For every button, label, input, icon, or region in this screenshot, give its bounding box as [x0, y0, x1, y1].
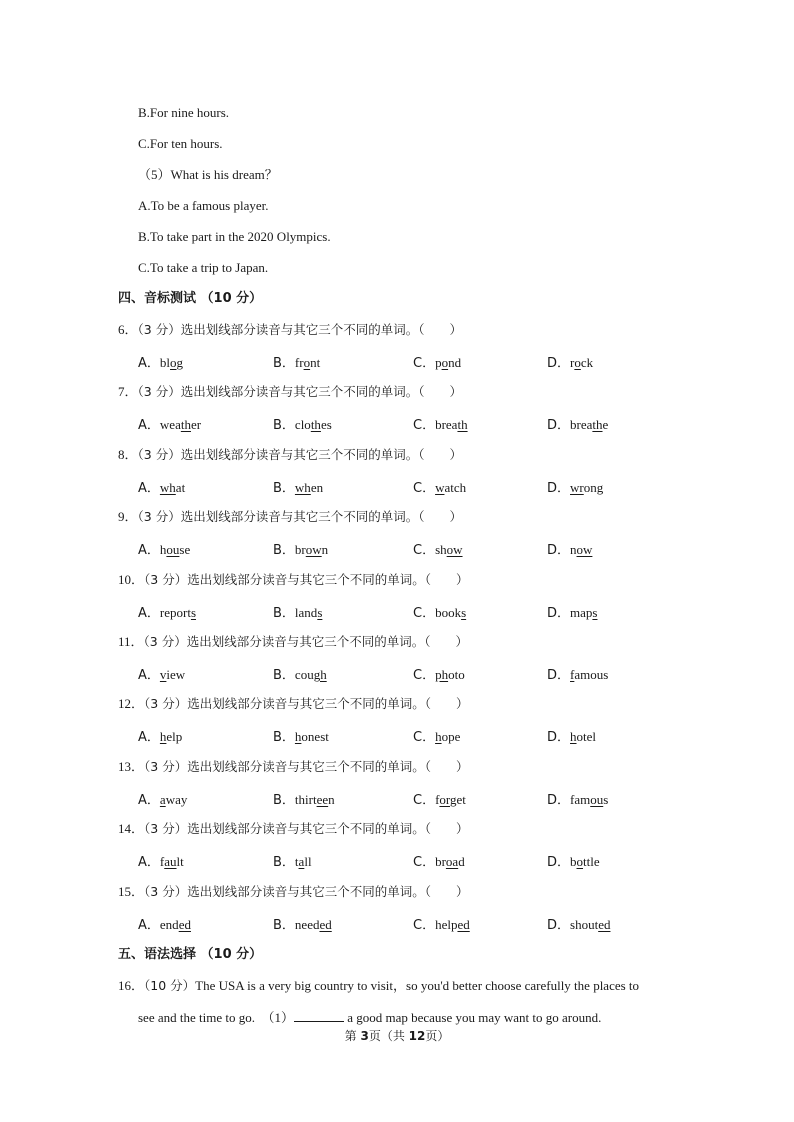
option-letter: C．	[413, 418, 436, 433]
question-number: 15．	[118, 884, 145, 899]
answer-option[interactable]	[138, 728, 182, 747]
word-part: n	[321, 542, 329, 557]
option-letter: A．	[138, 356, 160, 371]
option-letter: A．	[138, 730, 160, 745]
option-letter: D．	[547, 793, 571, 808]
answer-option[interactable]	[273, 666, 327, 685]
option-letter: A．	[138, 481, 160, 496]
option-letter: B．	[273, 418, 295, 433]
underlined-letters: h	[159, 729, 167, 744]
question-line	[118, 571, 468, 589]
option-letter: A．	[138, 855, 160, 870]
question-prompt: 选出划线部分读音与其它三个不同的单词。（ ）	[180, 447, 462, 462]
word-part: shout	[570, 917, 599, 932]
option-letter: D．	[547, 855, 571, 870]
underlined-letters: s	[317, 605, 323, 620]
question-prompt: 选出划线部分读音与其它三个不同的单词。（ ）	[180, 322, 462, 337]
underlined-letters: or	[439, 792, 451, 807]
word-part: f	[159, 854, 165, 869]
option-letter: C．	[413, 668, 436, 683]
underlined-letters: v	[159, 667, 167, 682]
answer-option[interactable]	[413, 853, 465, 872]
answer-option[interactable]	[138, 666, 185, 685]
word-part: book	[435, 605, 462, 620]
option-letter: C．	[413, 918, 436, 933]
question-number: 8．	[118, 447, 138, 462]
footer-middle: 页（共	[368, 1029, 409, 1043]
option-letter: C．	[413, 481, 436, 496]
underlined-letters: gh	[313, 667, 327, 682]
underlined-letters: ow	[446, 542, 463, 557]
question-line	[118, 383, 462, 401]
underlined-letters: wr	[570, 480, 584, 495]
option-letter: C．	[413, 543, 436, 558]
option-letter: B．	[273, 793, 295, 808]
word-part: nt	[310, 355, 321, 370]
underlined-letters: s	[461, 605, 467, 620]
page-footer	[0, 1027, 794, 1044]
answer-option[interactable]	[138, 479, 185, 498]
answer-option[interactable]	[138, 604, 196, 623]
question-16-text-2a: see and the time to go. （1）	[138, 1010, 294, 1025]
question-score: （3 分）	[144, 821, 188, 836]
question-prompt: 选出划线部分读音与其它三个不同的单词。（ ）	[187, 572, 469, 587]
option-letter: D．	[547, 481, 571, 496]
option-letter: D．	[547, 356, 571, 371]
word-part: ttle	[583, 854, 600, 869]
answer-option[interactable]	[413, 416, 468, 435]
page-total: 12	[408, 1029, 426, 1043]
underlined-letters: o	[303, 355, 311, 370]
question-score: （3 分）	[137, 384, 181, 399]
underlined-letters: ed	[319, 917, 332, 932]
option-letter: C．	[413, 730, 436, 745]
answer-option[interactable]	[547, 604, 597, 623]
word-part: onest	[301, 729, 329, 744]
underlined-letters: ou	[166, 542, 180, 557]
answer-option[interactable]	[413, 479, 466, 498]
options-row	[0, 604, 794, 622]
word-part: get	[450, 792, 466, 807]
word-part: thirt	[294, 792, 317, 807]
question-prompt: 选出划线部分读音与其它三个不同的单词。（ ）	[180, 384, 462, 399]
question-5-stem: （5）What is his dream？	[138, 167, 278, 182]
answer-option[interactable]	[547, 916, 610, 935]
option-letter: C．	[413, 793, 436, 808]
underlined-letters: s	[592, 605, 598, 620]
question-score: （3 分）	[143, 634, 187, 649]
answer-option[interactable]	[547, 416, 608, 435]
question-score: （3 分）	[137, 447, 181, 462]
option-letter: A．	[138, 793, 160, 808]
answer-option[interactable]	[273, 479, 323, 498]
word-part: br	[294, 542, 306, 557]
options-row	[0, 853, 794, 871]
answer-option[interactable]	[273, 728, 329, 747]
word-part: land	[294, 605, 318, 620]
answer-option[interactable]	[413, 666, 465, 685]
options-row	[0, 728, 794, 746]
options-row	[0, 916, 794, 934]
underlined-letters: th	[310, 417, 321, 432]
option-letter: B．	[273, 730, 295, 745]
underlined-letters: ow	[305, 542, 322, 557]
options-row	[0, 666, 794, 684]
question-number: 7．	[118, 384, 138, 399]
option-letter: B．	[273, 855, 295, 870]
options-row	[0, 541, 794, 559]
underlined-letters: th	[180, 417, 191, 432]
option-letter: B．	[273, 918, 295, 933]
answer-option[interactable]	[273, 916, 332, 935]
word-part: report	[159, 605, 191, 620]
underlined-letters: h	[435, 729, 442, 744]
option-letter: B．	[273, 668, 295, 683]
option-letter: D．	[547, 543, 571, 558]
options-row	[0, 416, 794, 434]
question-line	[118, 321, 462, 339]
options-row	[0, 791, 794, 809]
word-part: n	[328, 792, 335, 807]
word-part: r	[570, 355, 575, 370]
answer-option[interactable]	[547, 853, 600, 872]
section-4-heading: 四、音标测试 （10 分）	[118, 291, 263, 306]
answer-option[interactable]	[273, 354, 320, 373]
word-part: er	[190, 417, 202, 432]
blank-1[interactable]	[294, 1009, 344, 1022]
question-score: （3 分）	[137, 509, 181, 524]
underlined-letters: h	[294, 729, 302, 744]
word-part: cou	[294, 667, 314, 682]
option-letter: D．	[547, 730, 571, 745]
option-letter: B．	[273, 481, 295, 496]
question-number: 9．	[118, 509, 138, 524]
underlined-letters: th	[457, 417, 468, 432]
word-part: brea	[570, 417, 593, 432]
option-letter: A．	[138, 606, 160, 621]
word-part: p	[435, 355, 442, 370]
question-line	[118, 446, 462, 464]
underlined-letters: w	[435, 480, 445, 495]
answer-option[interactable]	[273, 853, 312, 872]
question-score: （3 分）	[144, 884, 188, 899]
question-16-score: （10 分）	[144, 978, 196, 993]
answer-option[interactable]	[273, 791, 335, 810]
question-prompt: 选出划线部分读音与其它三个不同的单词。（ ）	[187, 759, 469, 774]
answer-option[interactable]	[273, 416, 332, 435]
question-score: （3 分）	[144, 696, 188, 711]
word-part: s	[603, 792, 609, 807]
question-prompt: 选出划线部分读音与其它三个不同的单词。（ ）	[187, 884, 469, 899]
underlined-letters: a	[159, 792, 166, 807]
word-part: d	[458, 854, 465, 869]
option-letter: D．	[547, 418, 571, 433]
word-part: se	[179, 542, 191, 557]
underlined-letters: o	[576, 854, 584, 869]
question-score: （3 分）	[137, 322, 181, 337]
option-letter: C．	[413, 356, 436, 371]
word-part: e	[602, 417, 609, 432]
answer-option[interactable]	[413, 354, 461, 373]
option-letter: C．	[413, 606, 436, 621]
answer-option[interactable]	[138, 416, 201, 435]
option-letter: A．	[138, 918, 160, 933]
word-part: need	[294, 917, 320, 932]
word-part: nd	[448, 355, 462, 370]
question-prompt: 选出划线部分读音与其它三个不同的单词。（ ）	[187, 696, 469, 711]
question-prompt: 选出划线部分读音与其它三个不同的单词。（ ）	[187, 821, 469, 836]
question-number: 6．	[118, 322, 138, 337]
word-part: t	[294, 854, 299, 869]
question-16-text-2b: a good map because you may want to go around.	[343, 1010, 602, 1025]
question-number: 14．	[118, 821, 145, 836]
word-part: amous	[574, 667, 609, 682]
option-letter: A．	[138, 543, 160, 558]
underlined-letters: f	[570, 667, 575, 682]
answer-option[interactable]	[547, 666, 608, 685]
option-c-hours: C.For ten hours.	[138, 136, 223, 151]
option-letter: A．	[138, 668, 160, 683]
underlined-letters: ow	[576, 542, 593, 557]
answer-option[interactable]	[413, 791, 466, 810]
underlined-letters: ed	[598, 917, 611, 932]
word-part: ll	[304, 854, 312, 869]
word-part: lt	[176, 854, 184, 869]
underlined-letters: o	[574, 355, 581, 370]
question-prompt: 选出划线部分读音与其它三个不同的单词。（ ）	[180, 509, 462, 524]
word-part: iew	[166, 667, 186, 682]
answer-option[interactable]	[273, 604, 322, 623]
word-part: fam	[570, 792, 591, 807]
options-row	[0, 354, 794, 372]
question-number: 11．	[118, 634, 144, 649]
question-16-line-1	[118, 977, 639, 995]
question-16-line-2	[138, 1009, 601, 1027]
answer-option[interactable]	[138, 791, 187, 810]
option-letter: B．	[273, 543, 295, 558]
word-part: wea	[159, 417, 181, 432]
question-number: 13．	[118, 759, 145, 774]
underlined-letters: ph	[435, 667, 449, 682]
answer-option[interactable]	[547, 541, 592, 560]
underlined-letters: ou	[590, 792, 604, 807]
word-part: map	[570, 605, 593, 620]
word-part: way	[165, 792, 188, 807]
answer-option[interactable]	[547, 791, 608, 810]
answer-option[interactable]	[138, 853, 184, 872]
underlined-letters: ee	[316, 792, 329, 807]
word-part: elp	[166, 729, 183, 744]
option-b-hours: B.For nine hours.	[138, 105, 229, 120]
option-letter: B．	[273, 606, 295, 621]
word-part: clo	[294, 417, 311, 432]
word-part: ong	[583, 480, 604, 495]
word-part: brea	[435, 417, 458, 432]
question-5-option-c: C.To take a trip to Japan.	[138, 260, 269, 275]
underlined-letters: h	[570, 729, 577, 744]
underlined-letters: o	[170, 355, 177, 370]
underlined-letters: ed	[457, 917, 470, 932]
underlined-letters: oa	[445, 854, 459, 869]
word-part: h	[159, 542, 167, 557]
question-score: （3 分）	[144, 759, 188, 774]
question-5-option-a: A.To be a famous player.	[138, 198, 269, 213]
answer-option[interactable]	[413, 541, 463, 560]
question-line	[118, 695, 468, 713]
underlined-letters: wh	[294, 480, 311, 495]
option-letter: D．	[547, 606, 571, 621]
word-part: n	[570, 542, 577, 557]
word-part: br	[435, 854, 446, 869]
answer-option[interactable]	[547, 354, 593, 373]
underlined-letters: ed	[178, 917, 191, 932]
answer-option[interactable]	[413, 604, 466, 623]
answer-option[interactable]	[547, 728, 596, 747]
question-score: （3 分）	[144, 572, 188, 587]
question-line	[118, 883, 468, 901]
question-line	[118, 820, 468, 838]
word-part: ope	[441, 729, 461, 744]
answer-option[interactable]	[138, 354, 183, 373]
word-part: g	[176, 355, 184, 370]
word-part: oto	[448, 667, 465, 682]
underlined-letters: th	[592, 417, 603, 432]
word-part: otel	[576, 729, 597, 744]
answer-option[interactable]	[138, 541, 190, 560]
answer-option[interactable]	[413, 728, 460, 747]
word-part: f	[435, 792, 440, 807]
option-letter: B．	[273, 356, 295, 371]
question-number: 10．	[118, 572, 145, 587]
word-part: help	[435, 917, 458, 932]
underlined-letters: s	[190, 605, 197, 620]
word-part: en	[310, 480, 324, 495]
underlined-letters: wh	[159, 480, 176, 495]
word-part: sh	[435, 542, 447, 557]
underlined-letters: o	[441, 355, 449, 370]
answer-option[interactable]	[547, 479, 603, 498]
underlined-letters: au	[164, 854, 177, 869]
word-part: ck	[580, 355, 594, 370]
word-part: end	[159, 917, 179, 932]
underlined-letters: a	[298, 854, 305, 869]
word-part: atch	[444, 480, 467, 495]
option-letter: D．	[547, 668, 571, 683]
question-prompt: 选出划线部分读音与其它三个不同的单词。（ ）	[186, 634, 468, 649]
answer-option[interactable]	[413, 916, 470, 935]
question-5-option-b: B.To take part in the 2020 Olympics.	[138, 229, 331, 244]
option-letter: C．	[413, 855, 436, 870]
footer-suffix: 页）	[425, 1029, 450, 1043]
question-16-number: 16．	[118, 978, 145, 993]
question-16-text-1: The USA is a very big country to visit，so you'd better choose carefully the places to	[195, 978, 640, 993]
question-line	[118, 508, 462, 526]
word-part: at	[175, 480, 186, 495]
footer-prefix: 第	[344, 1029, 361, 1043]
question-number: 12．	[118, 696, 145, 711]
word-part: es	[320, 417, 332, 432]
word-part: bl	[159, 355, 171, 370]
section-5-heading: 五、语法选择 （10 分）	[118, 947, 263, 962]
word-part: b	[570, 854, 577, 869]
question-line	[118, 758, 468, 776]
options-row	[0, 479, 794, 497]
question-line	[118, 633, 468, 651]
option-letter: D．	[547, 918, 571, 933]
word-part: fr	[294, 355, 304, 370]
page-number: 3	[360, 1029, 369, 1043]
option-letter: A．	[138, 418, 160, 433]
answer-option[interactable]	[273, 541, 328, 560]
answer-option[interactable]	[138, 916, 191, 935]
